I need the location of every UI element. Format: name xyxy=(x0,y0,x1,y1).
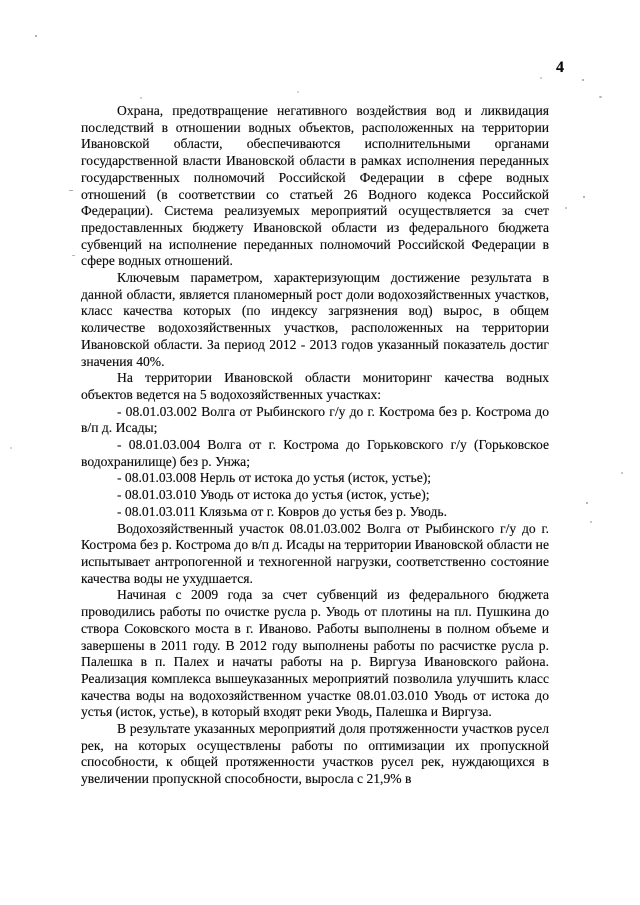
document-body xyxy=(81,103,549,788)
list-item-site-010: - 08.01.03.010 Уводь от истока до устья (исток, устье); xyxy=(117,487,430,503)
paragraph-key-parameter: Ключевым параметром, характеризующим достижение результата в данной области, является планомерный рост доли водохозяйственных участков, класс качества которых (по индексу загрязнения вод) вырос, в общем количестве водохозяйственных участков, расположенных на территории Ивановской области. За период 2012 - 2013 годов указанный показатель достиг значения 40%. xyxy=(81,270,549,369)
scan-speck xyxy=(621,472,623,474)
scan-speck xyxy=(10,447,12,449)
scan-speck xyxy=(583,196,585,198)
scan-speck xyxy=(72,255,75,256)
list-item-site-008: - 08.01.03.008 Нерль от истока до устья (исток, устье); xyxy=(117,470,432,486)
scan-speck xyxy=(590,521,592,523)
scan-speck xyxy=(582,79,584,81)
scan-speck xyxy=(69,190,73,191)
paragraph-site-002-status: Водохозяйственный участок 08.01.03.002 Волга от Рыбинского г/у до г. Кострома без р. Кострома до в/п д. Исады на территории Ивановской области не испытывает антропогенной и техногенной нагрузки, соответственно состояние качества воды не ухудшается. xyxy=(81,520,549,586)
scan-speck xyxy=(599,96,602,98)
scan-speck xyxy=(586,502,588,504)
paragraph-protection-overview: Охрана, предотвращение негативного воздействия вод и ликвидация последствий в отношении водных объектов, расположенных на территории Ивановской области, обеспечиваются исполнительными органами государственной власти Ивановской области в рамках исполнения переданных государственных полномочий Российской Федерации в сфере водных отношений (в соответствии со статьей 26 Водного кодекса Российской Федерации). Система реализуемых мероприятий осуществляется за счет предоставленных бюджету Ивановской области из федерального бюджета субвенций на исполнение переданных полномочий Российской Федерации в сфере водных отношений. xyxy=(81,103,549,269)
page-number: 4 xyxy=(556,59,564,76)
scan-speck xyxy=(140,97,142,99)
scan-speck xyxy=(540,77,542,79)
paragraph-monitoring-intro: На территории Ивановской области мониторинг качества водных объектов ведется на 5 водохозяйственных участках: xyxy=(81,370,549,402)
list-item-site-011: - 08.01.03.011 Клязьма от г. Ковров до устья без р. Уводь. xyxy=(117,503,447,519)
paragraph-works-since-2009: Начиная с 2009 года за счет субвенций из федерального бюджета проводились работы по очистке русла р. Уводь от плотины на пл. Пушкина до створа Соковского моста в г. Иваново. Работы выполнены в полном объеме и завершены в 2011 году. В 2012 году выполнены работы по расчистке русла р. Палешка в п. Палех и начаты работы на р. Виргуза Ивановского района. Реализация комплекса вышеуказанных мероприятий позволила улучшить класс качества воды на водохозяйственном участке 08.01.03.010 Уводь от истока до устья (исток, устье), в который входят реки Уводь, Палешка и Виргуза. xyxy=(81,587,549,720)
list-item-site-004: - 08.01.03.004 Волга от г. Кострома до Горьковского г/у (Горьковское водохранилище) без р. Унжа; xyxy=(81,437,549,469)
list-item-site-002: - 08.01.03.002 Волга от Рыбинского г/у до г. Кострома без р. Кострома до в/п д. Исады; xyxy=(81,403,549,436)
scan-speck xyxy=(565,207,567,209)
scan-speck xyxy=(297,91,299,93)
scan-speck xyxy=(35,35,37,37)
paragraph-results: В результате указанных мероприятий доля протяженности участков русел рек, на которых осуществлены работы по оптимизации их пропускной способности, к общей протяженности участков русел рек, нуждающихся в увеличении пропускной способности, выросла с 21,9% в xyxy=(81,721,549,787)
